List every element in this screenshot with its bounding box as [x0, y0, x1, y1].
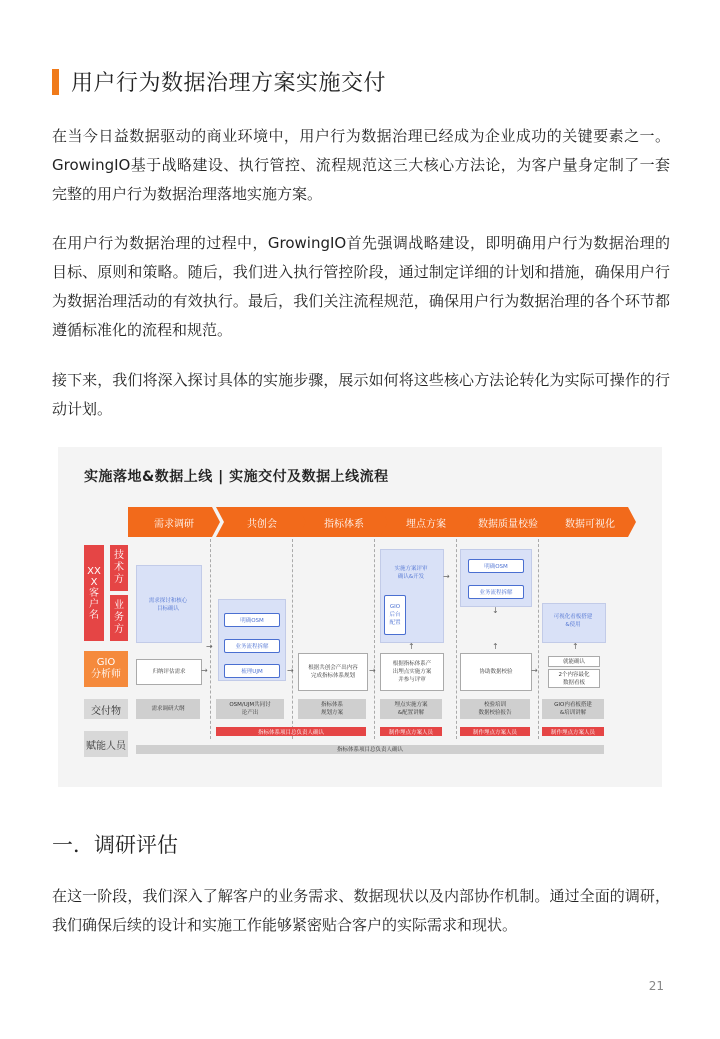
stage-2: 共创会	[216, 507, 308, 537]
paragraph-3: 接下来，我们将深入探讨具体的实施步骤，展示如何将这些核心方法论转化为实际可操作的行动计划。	[52, 371, 670, 418]
stage-3: 指标体系	[298, 507, 390, 537]
page-number: 21	[648, 979, 664, 993]
stage-4: 埋点方案	[380, 507, 472, 537]
row-label-gio: GIO 分析师	[84, 651, 128, 687]
section-heading: 一．调研评估	[52, 833, 178, 857]
deliverable-6: GIO内看板搭建 &培训讲解	[542, 699, 604, 719]
collect-req-box: 归纳评估需求	[136, 659, 202, 685]
deliverable-1: 需求调研大纲	[136, 699, 200, 719]
plan-review-label: 实施方案评审 确认&开发	[394, 566, 428, 580]
title-text: 用户行为数据治理方案实施交付	[71, 71, 387, 96]
tracking-plan-box: 根据指标体系产 出埋点实施方案 并参与评审	[380, 653, 444, 691]
osm-box-2: 明确OSM	[468, 559, 524, 573]
req-discussion-label: 需求探讨和核心 目标确认	[148, 598, 188, 612]
dashboard-build-box: 2个内容最化 数据看板	[548, 669, 600, 688]
enabler-2: 制作埋点方案人员	[380, 727, 442, 736]
arrow-up: ↑	[408, 642, 415, 651]
arrow-right: →	[531, 666, 538, 675]
column-divider	[374, 539, 375, 739]
plan-output-box: 根据共创会产出内容 完成指标体系规划	[298, 653, 368, 691]
arrow-right: →	[369, 666, 376, 675]
biz-flow-box-2: 业务流程拆解	[468, 585, 524, 599]
figure-title: 实施落地&数据上线 | 实施交付及数据上线流程	[84, 469, 389, 485]
enabler-4: 制作埋点方案人员	[542, 727, 604, 736]
column-divider	[292, 539, 293, 739]
row-label-biz: 业 务 方	[110, 595, 128, 641]
deliverable-2: OSM/UJM共同讨 论产出	[216, 699, 284, 719]
title-accent-bar	[52, 69, 59, 95]
arrow-up: ↑	[572, 642, 579, 651]
stage-1: 需求调研	[128, 507, 220, 537]
section-paragraph: 在这一阶段，我们深入了解客户的业务需求、数据现状以及内部协作机制。通过全面的调研，我们确保后续的设计和实施工作能够紧密贴合客户的实际需求和现状。	[52, 887, 670, 934]
section-title	[52, 66, 386, 97]
deliverable-3: 指标体系 规划方案	[298, 699, 366, 719]
bottom-bar: 指标体系项目总负责人确认	[136, 745, 604, 754]
arrow-right: →	[443, 572, 450, 581]
column-divider	[456, 539, 457, 739]
paragraph-2: 在用户行为数据治理的过程中，GrowingIO首先强调战略建设，即明确用户行为数据治理的目标、原则和策略。随后，我们进入执行管控阶段，通过制定详细的计划和措施，确保用户行为数据治理活动的有效执行。最后，我们关注流程规范，确保用户行为数据治理的各个环节都遵循标准化的流程和规范。	[52, 234, 670, 339]
arrow-right: →	[201, 666, 208, 675]
assist-verify-box: 协助数据校验	[460, 653, 532, 691]
column-divider	[538, 539, 539, 739]
process-figure	[58, 447, 662, 787]
dashboard-confirm-box: 就能确认	[548, 656, 600, 667]
row-label-enabler: 赋能人员	[84, 731, 128, 757]
biz-flow-box: 业务流程拆解	[224, 639, 280, 653]
arrow-right: →	[206, 642, 213, 651]
deliverable-5: 校验培训 数据校验报告	[460, 699, 530, 719]
sort-ujm-box: 梳理UJM	[224, 664, 280, 678]
enabler-3: 制作埋点方案人员	[460, 727, 530, 736]
column-divider	[210, 539, 211, 739]
row-label-deliverable: 交付物	[84, 699, 128, 719]
paragraph-1: 在当今日益数据驱动的商业环境中，用户行为数据治理已经成为企业成功的关键要素之一。GrowingIO基于战略建设、执行管控、流程规范这三大核心方法论，为客户量身定制了一套完整的用户行为数据治理落地实施方案。	[52, 127, 670, 203]
clarify-osm-box: 明确OSM	[224, 613, 280, 627]
row-label-tech: 技 术 方	[110, 545, 128, 591]
viz-label: 可视化看板搭建 &使用	[553, 614, 593, 628]
deliverable-4: 埋点实施方案 &配置讲解	[380, 699, 442, 719]
stage-5: 数据质量校验	[462, 507, 554, 537]
gio-backend-box: GIO 后台 配置	[384, 595, 406, 635]
stage-6: 数据可视化	[544, 507, 636, 537]
enabler-1: 指标体系项目总负责人确认	[216, 727, 366, 736]
arrow-right: →	[287, 666, 294, 675]
row-label-client: XX X 客 户 名	[84, 545, 104, 641]
arrow-down: ↓	[492, 606, 499, 615]
arrow-up: ↑	[492, 642, 499, 651]
